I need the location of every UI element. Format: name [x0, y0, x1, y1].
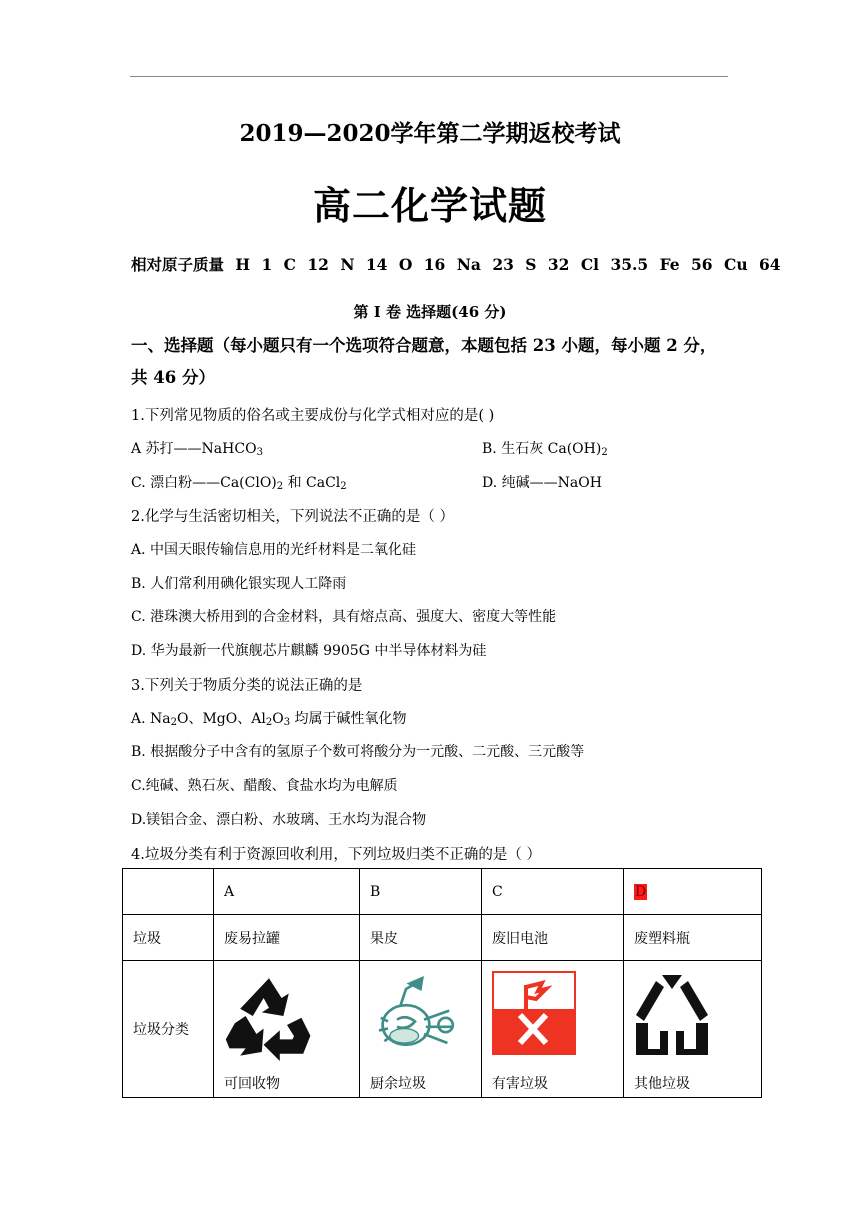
q1-option-d: D. 纯碱——NaOH [482, 475, 602, 491]
q3-stem: 3.下列关于物质分类的说法正确的是 [131, 678, 363, 694]
hazardous-waste-icon [492, 965, 623, 1071]
q1-option-a: A 苏打——NaHCO$_3$ [131, 441, 263, 458]
q2-option-c: C. 港珠澳大桥用到的合金材料，具有熔点高、强度大、密度大等性能 [131, 609, 557, 625]
other-waste-icon [634, 965, 761, 1071]
trash-item-c: 废旧电池 [482, 915, 624, 961]
q2-option-d: D. 华为最新一代旗舰芯片麒麟 9905G 中半导体材料为硅 [131, 643, 487, 659]
highlighted-d: D [635, 883, 647, 900]
table-header-a: A [214, 869, 360, 915]
row-label-category: 垃圾分类 [123, 961, 214, 1098]
category-label-c: 有害垃圾 [492, 1076, 548, 1092]
category-cell-b [360, 961, 482, 1098]
category-label-a: 可回收物 [224, 1076, 280, 1092]
category-label-b: 厨余垃圾 [370, 1076, 426, 1092]
category-cell-d [624, 961, 762, 1098]
table-header-d [624, 869, 762, 915]
q2-option-b: B. 人们常利用碘化银实现人工降雨 [131, 576, 347, 592]
table-header-row [123, 869, 762, 915]
volume-title: 第 I 卷 选择题(46 分) [353, 303, 507, 321]
q2-stem: 2.化学与生活密切相关，下列说法不正确的是（ ） [131, 509, 454, 525]
q3-option-d: D.镁铝合金、漂白粉、水玻璃、王水均为混合物 [131, 812, 427, 828]
table-row [123, 915, 762, 961]
q1-option-b: B. 生石灰 $Ca(OH)_2$ [482, 441, 608, 458]
table-row [123, 961, 762, 1098]
recycle-icon [224, 965, 359, 1071]
exam-title: 2019—2020学年第二学期返校考试 [239, 120, 621, 147]
table-header-b: B [360, 869, 482, 915]
q3-option-a: A. $Na_2O$、MgO、$Al_2O_3$ 均属于碱性氧化物 [131, 711, 407, 728]
section-heading-line1: 一、选择题（每小题只有一个选项符合题意，本题包括 23 小题，每小题 2 分， [131, 336, 717, 355]
row-label-trash: 垃圾 [123, 915, 214, 961]
q4-stem: 4.垃圾分类有利于资源回收利用，下列垃圾归类不正确的是（ ） [131, 847, 541, 863]
section-heading-line2: 共 46 分） [131, 368, 215, 387]
trash-item-a: 废易拉罐 [214, 915, 360, 961]
category-cell-a [214, 961, 360, 1098]
subject-title: 高二化学试题 [312, 183, 547, 228]
kitchen-waste-icon [370, 965, 481, 1071]
category-label-d: 其他垃圾 [634, 1076, 690, 1092]
table-corner-cell [123, 869, 214, 915]
q3-option-c: C.纯碱、熟石灰、醋酸、食盐水均为电解质 [131, 778, 398, 794]
trash-item-b: 果皮 [360, 915, 482, 961]
trash-item-d: 废塑料瓶 [624, 915, 762, 961]
header-rule [130, 76, 728, 77]
q3-option-b: B. 根据酸分子中含有的氢原子个数可将酸分为一元酸、二元酸、三元酸等 [131, 744, 585, 760]
q1-option-c: C. 漂白粉$——Ca(ClO)_2$ 和 CaCl$_2$ [131, 475, 347, 492]
atomic-masses: 相对原子质量 H 1 C 12 N 14 O 16 Na 23 S 32 Cl 35.5 Fe 56 Cu 64 [131, 255, 781, 274]
trash-table [122, 868, 762, 1098]
table-header-c: C [482, 869, 624, 915]
q2-option-a: A. 中国天眼传输信息用的光纤材料是二氧化硅 [131, 542, 417, 558]
q1-stem: 1.下列常见物质的俗名或主要成份与化学式相对应的是( ) [131, 408, 495, 424]
category-cell-c [482, 961, 624, 1098]
